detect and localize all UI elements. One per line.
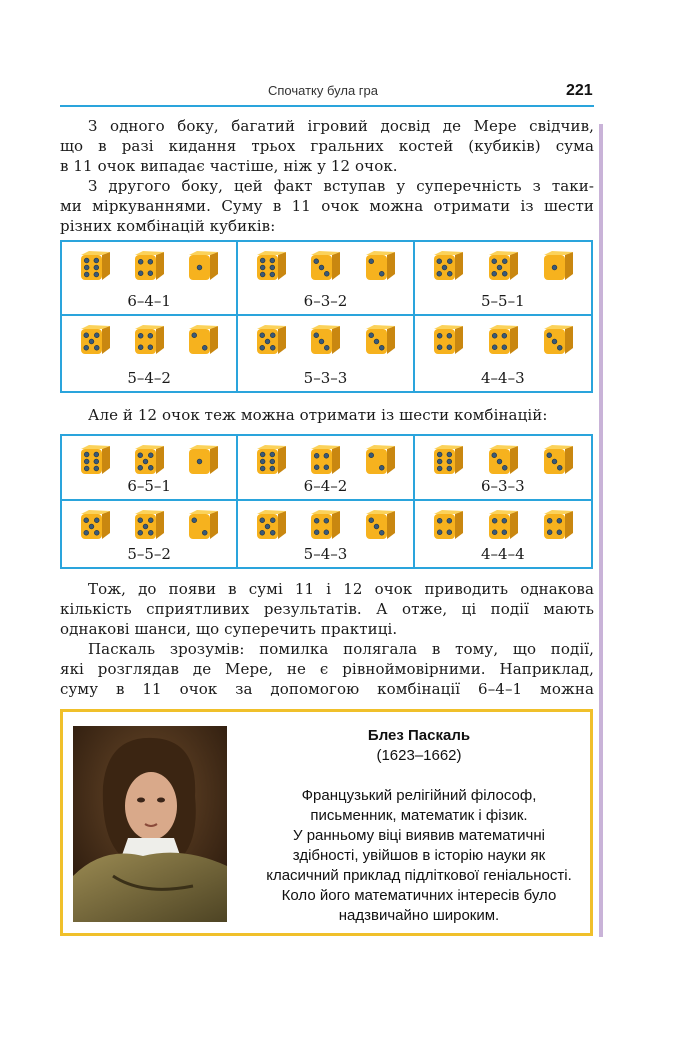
combination-cell — [238, 501, 414, 567]
combination-cell — [238, 242, 414, 316]
text-line: що в разі кидання трьох гральних костей (кубиків) сума — [60, 137, 594, 155]
dice-row — [415, 250, 591, 282]
bio-line: надзвичайно широким. — [338, 907, 500, 924]
text-line: З одного боку, багатий ігровий досвід де Мере свідчив, — [88, 117, 594, 135]
die-icon — [431, 509, 465, 541]
die-icon — [363, 444, 397, 476]
die-icon — [132, 250, 166, 282]
text-line: кількість сприятливих результатів. А отже, ці події мають — [60, 600, 594, 618]
text-line: в 11 очок випадає частіше, ніж у 12 очок. — [60, 157, 398, 175]
die-icon — [431, 250, 465, 282]
die-icon — [186, 444, 220, 476]
page-number: 221 — [566, 82, 593, 99]
die-icon — [132, 444, 166, 476]
combination-cell — [415, 316, 591, 391]
combination-label: 6–5–1 — [127, 477, 171, 495]
combination-cell — [415, 242, 591, 316]
dice-row — [415, 444, 591, 476]
die-icon — [308, 509, 342, 541]
dice-row — [62, 444, 236, 476]
bio-line: здібності, увійшов в історію науки як — [292, 847, 546, 864]
bio-line: письменник, математик і фізик. — [310, 807, 528, 824]
combination-label: 5–4–3 — [303, 545, 348, 563]
combination-label: 6–4–2 — [303, 477, 348, 495]
combination-label: 5–4–2 — [127, 369, 171, 387]
die-icon — [308, 444, 342, 476]
die-icon — [431, 324, 465, 356]
dice-row — [238, 509, 412, 541]
header-rule — [60, 105, 594, 107]
die-icon — [541, 324, 575, 356]
text-line: Паскаль зрозумів: помилка полягала в тому, що події, — [88, 640, 594, 658]
biography-box — [60, 709, 593, 936]
text-line: суму в 11 очок за допомогою комбінації 6–4–1 можна — [60, 680, 594, 698]
die-icon — [308, 250, 342, 282]
die-icon — [541, 250, 575, 282]
combination-cell — [238, 436, 414, 501]
dice-row — [415, 324, 591, 356]
die-icon — [541, 509, 575, 541]
die-icon — [363, 324, 397, 356]
text-line: однакові шанси, що суперечить практиці. — [60, 620, 398, 638]
die-icon — [132, 324, 166, 356]
combination-label: 5–5–1 — [481, 292, 525, 310]
die-icon — [363, 509, 397, 541]
portrait-image — [73, 726, 227, 922]
paragraph-1 — [60, 116, 594, 176]
combination-cell — [415, 436, 591, 501]
combination-cell — [238, 316, 414, 391]
dice-row — [238, 324, 412, 356]
die-icon — [541, 444, 575, 476]
paragraph-2 — [60, 176, 594, 236]
combination-label: 6–3–3 — [481, 477, 525, 495]
text-line: З другого боку, цей факт вступав у суперечність з таки- — [88, 177, 594, 195]
dice-row — [415, 509, 591, 541]
bio-line: У ранньому віці виявив математичні — [293, 827, 545, 844]
combination-cell — [62, 501, 238, 567]
die-icon — [254, 324, 288, 356]
combination-label: 4–4–4 — [481, 545, 525, 563]
die-icon — [363, 250, 397, 282]
die-icon — [254, 509, 288, 541]
die-icon — [486, 324, 520, 356]
bio-line: класичний приклад підліткової геніальності. — [266, 867, 572, 884]
dice-row — [238, 250, 412, 282]
combination-cell — [62, 436, 238, 501]
die-icon — [486, 509, 520, 541]
combination-label: 6–4–1 — [127, 292, 171, 310]
combination-label: 6–3–2 — [303, 292, 348, 310]
combination-label: 4–4–3 — [481, 369, 525, 387]
paragraph-3 — [60, 405, 594, 425]
text-line: Але й 12 очок теж можна отримати із шести комбінацій: — [88, 406, 548, 424]
die-icon — [78, 250, 112, 282]
text-line: які розглядав де Мере, не є рівноймовірними. Наприклад, — [60, 660, 594, 678]
header-title: Спочатку була гра — [268, 83, 378, 98]
dice-row — [62, 509, 236, 541]
die-icon — [486, 444, 520, 476]
text-line: різних комбінацій кубиків: — [60, 217, 276, 235]
bio-years: (1623–1662) — [376, 747, 462, 764]
die-icon — [254, 250, 288, 282]
biography-text — [253, 726, 585, 926]
side-bar — [599, 124, 603, 937]
die-icon — [186, 250, 220, 282]
dice-row — [62, 324, 236, 356]
text-line: ми міркуваннями. Суму в 11 очок можна отримати із шести — [60, 197, 594, 215]
die-icon — [254, 444, 288, 476]
paragraph-5 — [60, 639, 594, 699]
die-icon — [308, 324, 342, 356]
combination-cell — [62, 316, 238, 391]
die-icon — [486, 250, 520, 282]
dice-row — [238, 444, 412, 476]
die-icon — [186, 324, 220, 356]
paragraph-4 — [60, 579, 594, 639]
combination-cell — [62, 242, 238, 316]
combination-label: 5–5–2 — [127, 545, 171, 563]
die-icon — [78, 509, 112, 541]
bio-line: Французький релігійний філософ, — [301, 787, 537, 804]
bio-name: Блез Паскаль — [367, 727, 471, 744]
combination-label: 5–3–3 — [303, 369, 348, 387]
combinations-11-table — [60, 240, 593, 393]
die-icon — [132, 509, 166, 541]
die-icon — [78, 444, 112, 476]
dice-row — [62, 250, 236, 282]
combination-cell — [415, 501, 591, 567]
die-icon — [431, 444, 465, 476]
combinations-12-table — [60, 434, 593, 569]
text-line: Тож, до появи в сумі 11 і 12 очок приводить однакова — [88, 580, 594, 598]
die-icon — [78, 324, 112, 356]
bio-line: Коло його математичних інтересів було — [281, 887, 557, 904]
die-icon — [186, 509, 220, 541]
